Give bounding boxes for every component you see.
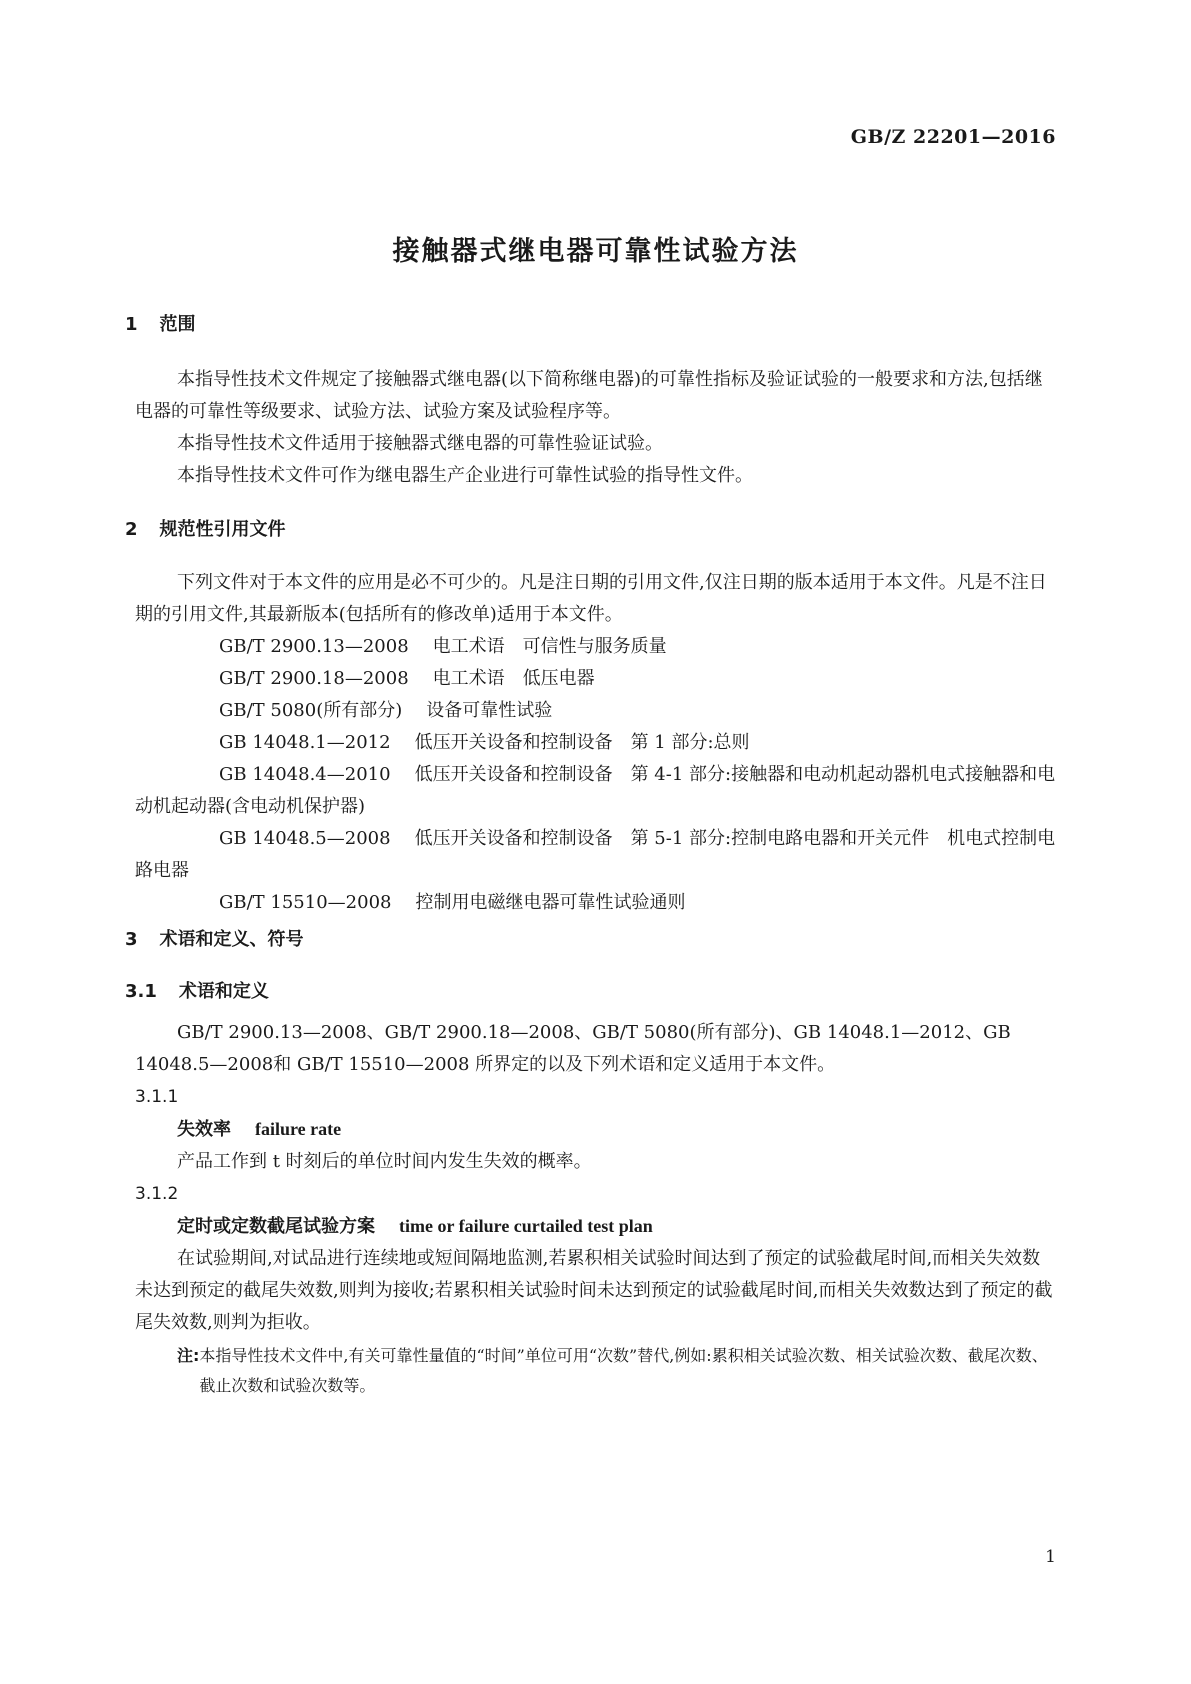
term-definition: 产品工作到 t 时刻后的单位时间内发生失效的概率。 [177, 1151, 592, 1172]
reference-list [135, 631, 1057, 919]
standard-number: GB/Z 22201—2016 [850, 126, 1056, 148]
section-title: 范围 [159, 314, 196, 335]
reference-item [135, 727, 1057, 759]
term-zh: 定时或定数截尾试验方案 [177, 1216, 375, 1237]
note-text: 本指导性技术文件中,有关可靠性量值的“时间”单位可用“次数”替代,例如:累积相关试验次数、相关试验次数、截尾次数、截止次数和试验次数等。 [199, 1346, 1048, 1395]
term-en: failure rate [255, 1119, 342, 1139]
reference-item [135, 631, 1057, 663]
reference-code: GB/T 2900.13—2008 [219, 636, 409, 657]
reference-item [135, 695, 1057, 727]
subsection-3-1-body [135, 1017, 1057, 1401]
reference-item [135, 887, 1057, 919]
paragraph: 本指导性技术文件可作为继电器生产企业进行可靠性试验的指导性文件。 [177, 465, 753, 486]
section-title: 规范性引用文件 [159, 519, 286, 540]
note-label: 注: [177, 1346, 200, 1365]
paragraph: 本指导性技术文件适用于接触器式继电器的可靠性验证试验。 [177, 433, 663, 454]
reference-code: GB/T 5080(所有部分) [219, 700, 403, 721]
section-1-body [135, 364, 1057, 492]
note [135, 1341, 1057, 1401]
section-1-heading [125, 310, 196, 336]
reference-item [135, 823, 1057, 887]
term-heading [135, 1113, 1057, 1146]
section-number: 1 [125, 314, 138, 335]
reference-title: 控制用电磁继电器可靠性试验通则 [415, 892, 686, 913]
reference-title: 低压开关设备和控制设备 第 1 部分:总则 [414, 732, 750, 753]
reference-title: 设备可靠性试验 [426, 700, 553, 721]
subsection-number: 3.1 [125, 981, 157, 1002]
section-2-heading [125, 515, 286, 541]
section-3-heading [125, 925, 304, 951]
term-heading [135, 1210, 1057, 1243]
term-en: time or failure curtailed test plan [399, 1216, 653, 1236]
section-number: 2 [125, 519, 138, 540]
paragraph: 本指导性技术文件规定了接触器式继电器(以下简称继电器)的可靠性指标及验证试验的一般要求和方法,包括继电器的可靠性等级要求、试验方法、试验方案及试验程序等。 [135, 369, 1043, 422]
reference-code: GB 14048.1—2012 [219, 732, 391, 753]
paragraph: GB/T 2900.13—2008、GB/T 2900.18—2008、GB/T 5080(所有部分)、GB 14048.1—2012、GB 14048.5—2008和 GB/T 15510—2008 所界定的以及下列术语和定义适用于本文件。 [135, 1022, 1011, 1075]
section-2-body [135, 567, 1057, 919]
document-title: 接触器式继电器可靠性试验方法 [392, 236, 799, 267]
term-definition: 在试验期间,对试品进行连续地或短间隔地监测,若累积相关试验时间达到了预定的试验截尾时间,而相关失效数未达到预定的截尾失效数,则判为接收;若累积相关试验时间未达到预定的试验截尾时间,而相关失效数达到了预定的截尾失效数,则判为拒收。 [135, 1248, 1053, 1333]
reference-code: GB 14048.4—2010 [219, 764, 391, 785]
reference-item [135, 663, 1057, 695]
reference-item [135, 759, 1057, 823]
reference-title: 低压开关设备和控制设备 第 4-1 部分:接触器和电动机起动器机电式接触器和电动机起动器(含电动机保护器) [135, 764, 1056, 817]
term-zh: 失效率 [177, 1119, 231, 1140]
subsection-3-1-heading [125, 977, 269, 1003]
reference-title: 电工术语 可信性与服务质量 [432, 636, 667, 657]
subsection-title: 术语和定义 [178, 981, 269, 1002]
reference-code: GB/T 15510—2008 [219, 892, 392, 913]
section-title: 术语和定义、符号 [159, 929, 304, 950]
reference-title: 低压开关设备和控制设备 第 5-1 部分:控制电路电器和开关元件 机电式控制电路电器 [135, 828, 1056, 881]
reference-title: 电工术语 低压电器 [432, 668, 595, 689]
section-number: 3 [125, 929, 138, 950]
term-id: 3.1.1 [135, 1087, 179, 1107]
page-number: 1 [1045, 1547, 1056, 1567]
reference-code: GB/T 2900.18—2008 [219, 668, 409, 689]
paragraph: 下列文件对于本文件的应用是必不可少的。凡是注日期的引用文件,仅注日期的版本适用于本文件。凡是不注日期的引用文件,其最新版本(包括所有的修改单)适用于本文件。 [135, 572, 1047, 625]
term-id: 3.1.2 [135, 1184, 179, 1204]
reference-code: GB 14048.5—2008 [219, 828, 391, 849]
